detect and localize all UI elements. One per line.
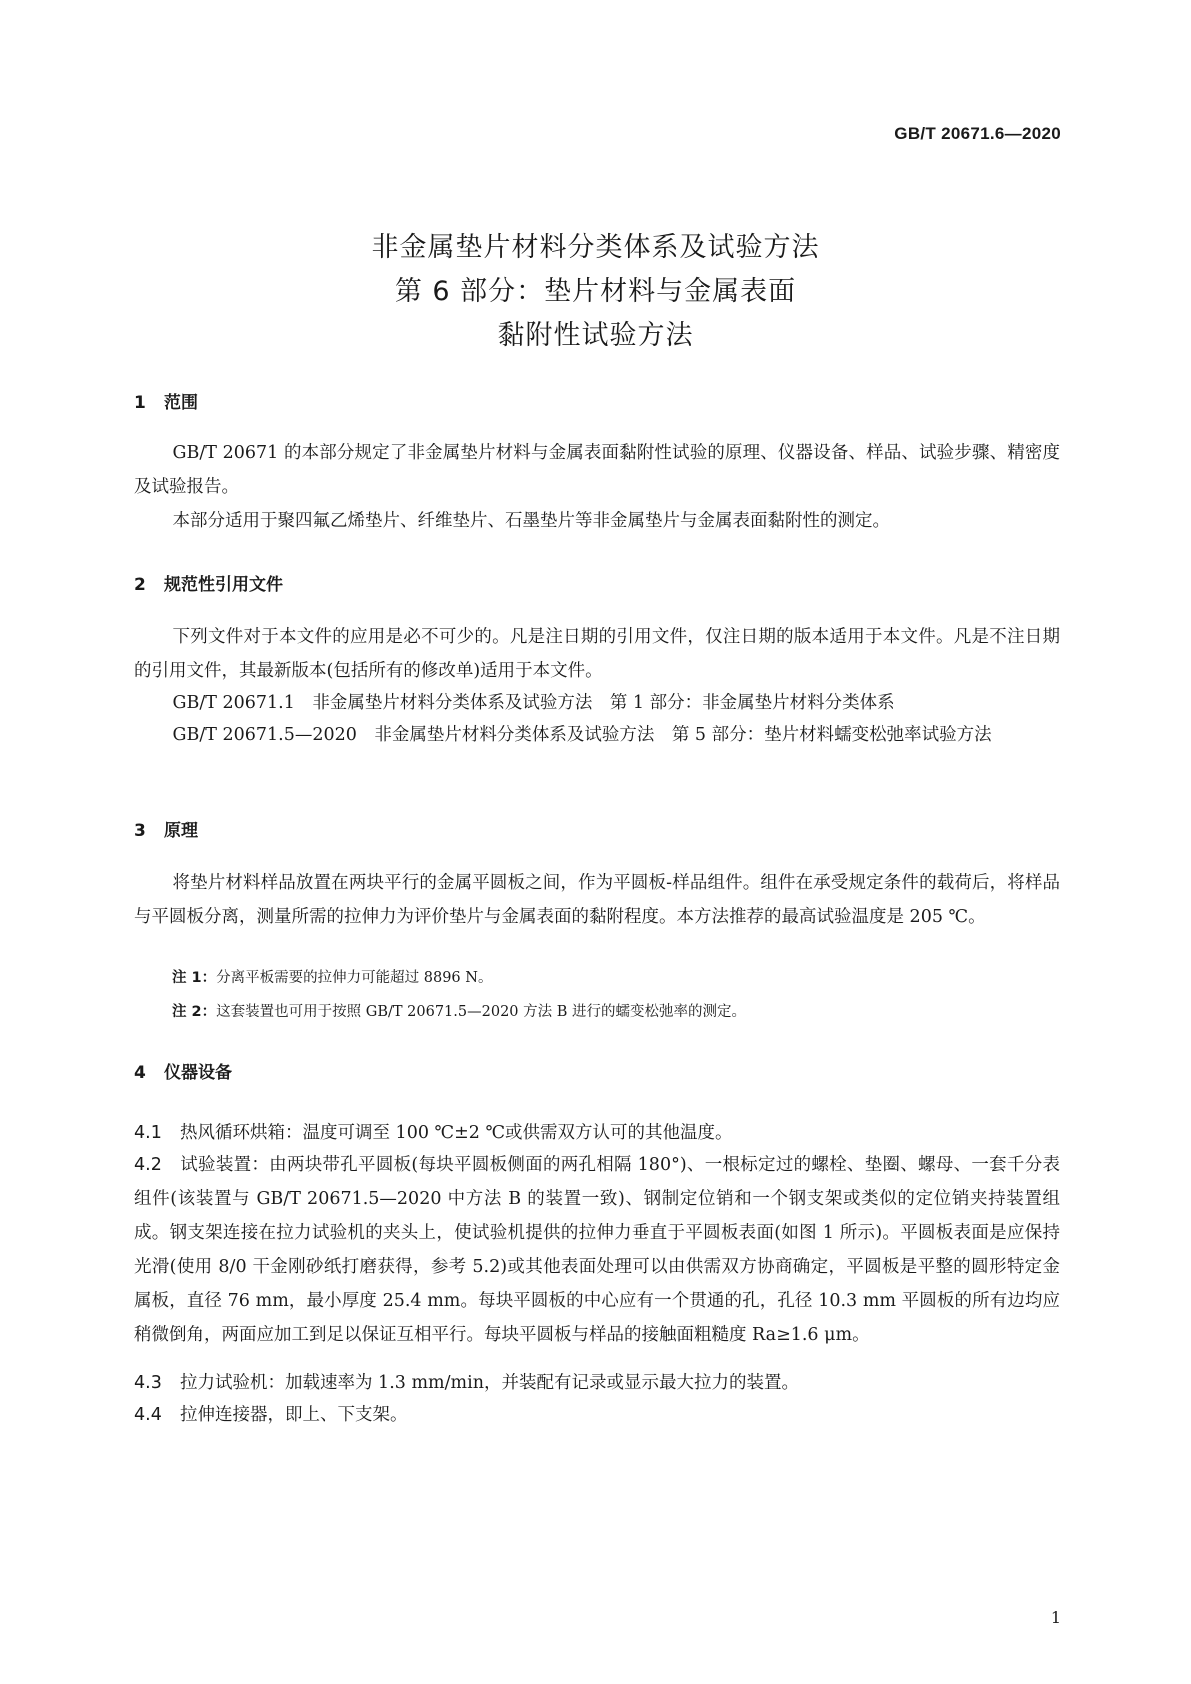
section-title: 范围 [164,393,198,413]
clause-number: 4.2 [134,1155,162,1175]
section-number: 1 [134,393,146,413]
note-1 [172,966,1060,990]
clause-4-1 [134,1116,1060,1150]
clause-4-2 [134,1148,1060,1352]
clause-text: 拉力试验机：加载速率为 1.3 mm/min，并装配有记录或显示最大拉力的装置。 [180,1373,800,1393]
title-line-3: 黏附性试验方法 [497,320,694,351]
section-3-heading [134,816,198,841]
section-1-paragraph-2: 本部分适用于聚四氟乙烯垫片、纤维垫片、石墨垫片等非金属垫片与金属表面黏附性的测定。 [172,511,890,531]
clause-number: 4.3 [134,1373,162,1393]
clause-text: 拉伸连接器，即上、下支架。 [180,1405,408,1425]
note-2 [172,1000,1060,1024]
reference-1: GB/T 20671.1 非金属垫片材料分类体系及试验方法 第 1 部分：非金属垫片材料分类体系 [172,693,895,713]
clause-text: 试验装置：由两块带孔平圆板(每块平圆板侧面的两孔相隔 180°)、一根标定过的螺栓、垫圈、螺母、一套千分表组件(该装置与 GB/T 20671.5—2020 中方法 B 的装置一致)、钢制定位销和一个钢支架或类似的定位销夹持装置组成。钢支架连接在拉力试验机的夹头上，使试验机提供的拉伸力垂直于平圆板表面(如图 1 所示)。平圆板表面是应保持光滑(使用 8/0 干金刚砂纸打磨获得，参考 5.2)或其他表面处理可以由供需双方协商确定，平圆板是平整的圆形特定金属板，直径 76 mm，最小厚度 25.4 mm。每块平圆板的中心应有一个贯通的孔，孔径 10.3 mm 平圆板的所有边均应稍微倒角，两面应加工到足以保证互相平行。每块平圆板与样品的接触面粗糙度 Ra≥1.6 μm。 [134,1155,1060,1345]
document-title [0,226,1191,358]
clause-4-4 [134,1398,1060,1432]
note-label: 注 2： [172,1004,217,1020]
section-4-heading [134,1058,232,1083]
clause-text: 热风循环烘箱：温度可调至 100 ℃±2 ℃或供需双方认可的其他温度。 [180,1123,733,1143]
note-text: 这套装置也可用于按照 GB/T 20671.5—2020 方法 B 进行的蠕变松弛率的测定。 [216,1004,746,1020]
section-title: 原理 [164,821,198,841]
section-1-heading [134,388,198,413]
section-2-heading [134,570,283,595]
page-number: 1 [1050,1608,1061,1627]
section-title: 仪器设备 [164,1063,232,1083]
section-2-paragraph-1: 下列文件对于本文件的应用是必不可少的。凡是注日期的引用文件，仅注日期的版本适用于本文件。凡是不注日期的引用文件，其最新版本(包括所有的修改单)适用于本文件。 [134,627,1060,681]
clause-number: 4.4 [134,1405,162,1425]
section-number: 2 [134,575,146,595]
section-3-paragraph-1: 将垫片材料样品放置在两块平行的金属平圆板之间，作为平圆板-样品组件。组件在承受规定条件的载荷后，将样品与平圆板分离，测量所需的拉伸力为评价垫片与金属表面的黏附程度。本方法推荐的最高试验温度是 205 ℃。 [134,873,1060,927]
reference-2: GB/T 20671.5—2020 非金属垫片材料分类体系及试验方法 第 5 部分：垫片材料蠕变松弛率试验方法 [172,725,992,745]
section-title: 规范性引用文件 [164,575,283,595]
section-1-paragraph-1: GB/T 20671 的本部分规定了非金属垫片材料与金属表面黏附性试验的原理、仪器设备、样品、试验步骤、精密度及试验报告。 [134,443,1060,497]
note-text: 分离平板需要的拉伸力可能超过 8896 N。 [216,970,493,986]
clause-4-3 [134,1366,1060,1400]
section-number: 3 [134,821,146,841]
clause-number: 4.1 [134,1123,162,1143]
title-line-2: 第 6 部分：垫片材料与金属表面 [394,276,797,307]
note-label: 注 1： [172,970,217,986]
section-number: 4 [134,1063,146,1083]
standard-code: GB/T 20671.6—2020 [894,124,1061,143]
title-line-1: 非金属垫片材料分类体系及试验方法 [371,232,820,263]
